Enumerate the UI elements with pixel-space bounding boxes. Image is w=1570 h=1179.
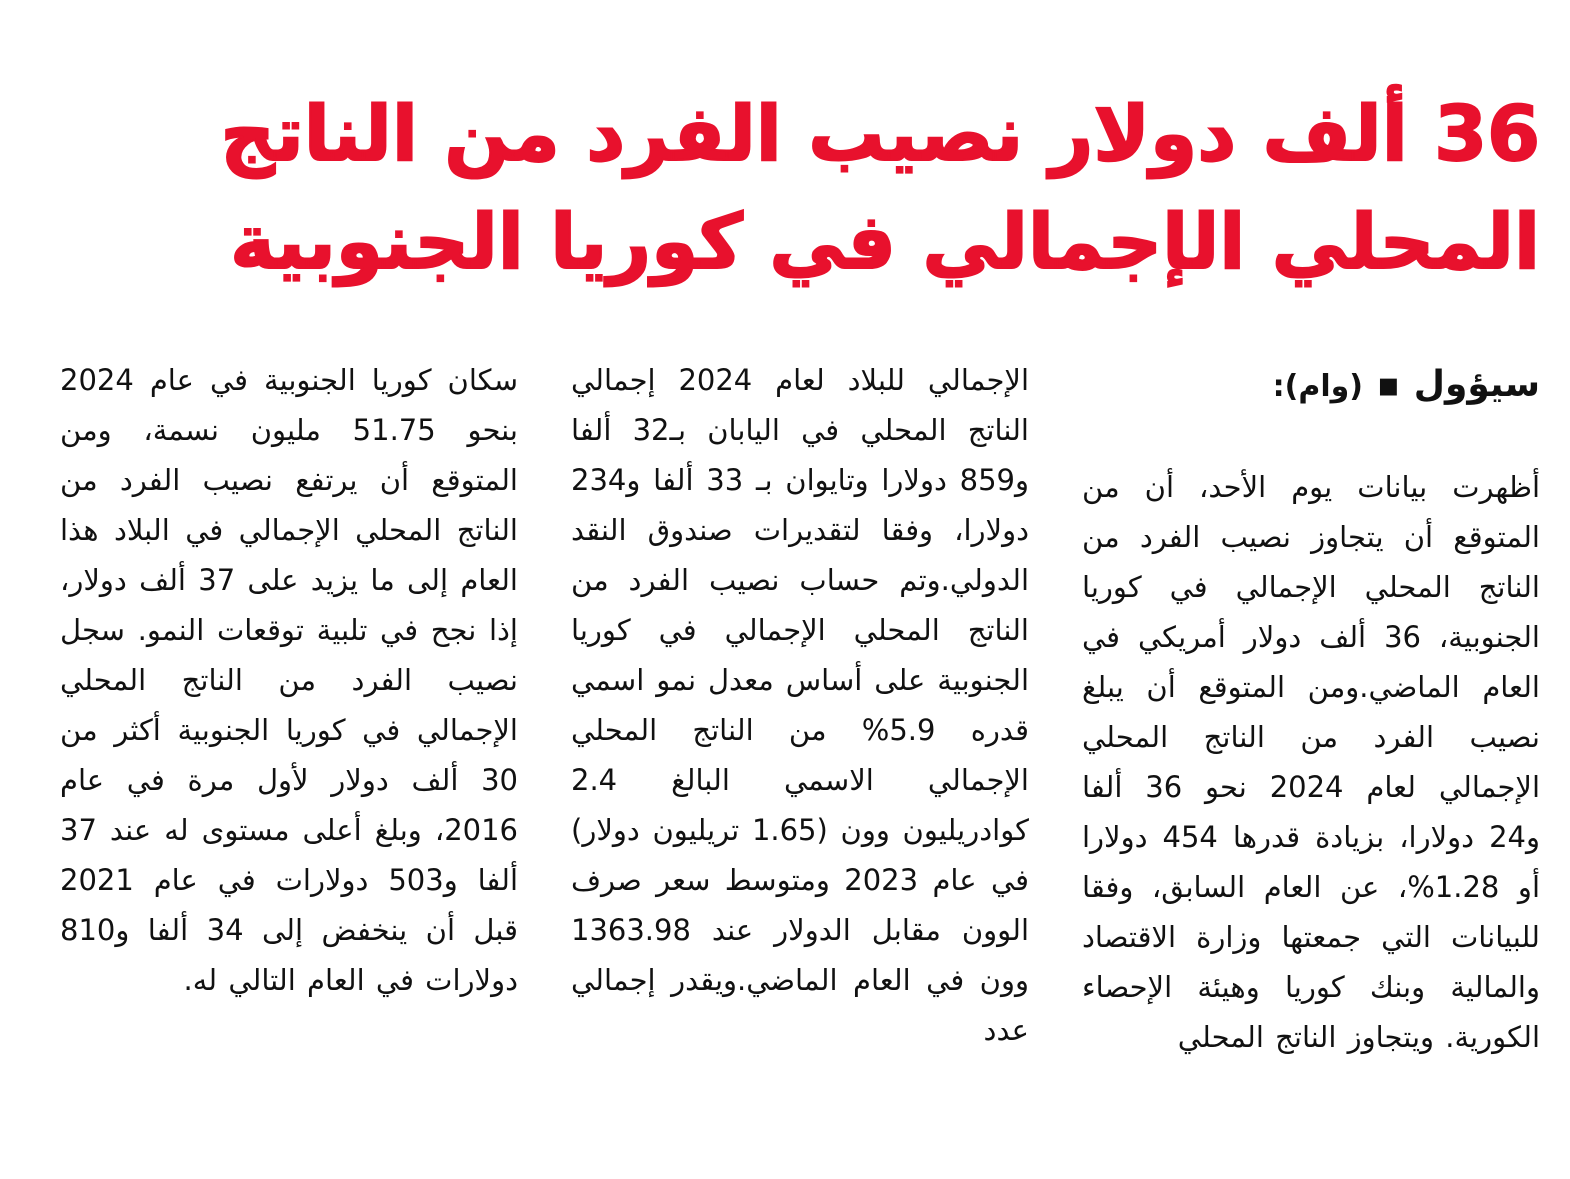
article-column-2	[571, 355, 1029, 1165]
dateline-city: سيؤول	[1413, 364, 1540, 405]
article-body	[60, 355, 1540, 1165]
dateline-separator: ▪	[1363, 365, 1414, 405]
article-headline: 36 ألف دولار نصيب الفرد من الناتج المحلي الإجمالي في كوريا الجنوبية	[220, 89, 1540, 286]
column-1-text: أظهرت بيانات يوم الأحد، أن من المتوقع أن يتجاوز نصيب الفرد من الناتج المحلي الإجمالي في كوريا الجنوبية، 36 ألف دولار أمريكي في العام الماضي.ومن المتوقع أن يبلغ نصيب الفرد من الناتج المحلي الإجمالي لعام 2024 نحو 36 ألفا و24 دولارا، بزيادة قدرها 454 دولارا أو 1.28%، عن العام السابق، وفقا للبيانات التي جمعتها وزارة الاقتصاد والمالية وبنك كوريا وهيئة الإحصاء الكورية. ويتجاوز الناتج المحلي	[1082, 470, 1541, 1054]
dateline-agency: (وام):	[1272, 369, 1363, 404]
article-column-3	[60, 355, 518, 1165]
article-dateline	[1082, 355, 1540, 417]
article-column-1	[1082, 355, 1540, 1165]
column-3-text: سكان كوريا الجنوبية في عام 2024 بنحو 51.75 مليون نسمة، ومن المتوقع أن يرتفع نصيب الفرد من الناتج المحلي الإجمالي في البلاد هذا العام إلى ما يزيد على 37 ألف دولار، إذا نجح في تلبية توقعات النمو. سجل نصيب الفرد من الناتج المحلي الإجمالي في كوريا الجنوبية أكثر من 30 ألف دولار لأول مرة في عام 2016، وبلغ أعلى مستوى له عند 37 ألفا و503 دولارات في عام 2021 قبل أن ينخفض إلى 34 ألفا و810 دولارات في العام التالي له.	[60, 363, 519, 997]
column-2-text: الإجمالي للبلاد لعام 2024 إجمالي الناتج المحلي في اليابان بـ32 ألفا و859 دولارا وتايوان بـ 33 ألفا و234 دولارا، وفقا لتقديرات صندوق النقد الدولي.وتم حساب نصيب الفرد من الناتج المحلي الإجمالي في كوريا الجنوبية على أساس معدل نمو اسمي قدره 5.9% من الناتج المحلي الإجمالي الاسمي البالغ 2.4 كوادريليون وون (1.65 تريليون دولار) في عام 2023 ومتوسط سعر صرف الوون مقابل الدولار عند 1363.98 وون في العام الماضي.ويقدر إجمالي عدد	[571, 363, 1029, 1047]
